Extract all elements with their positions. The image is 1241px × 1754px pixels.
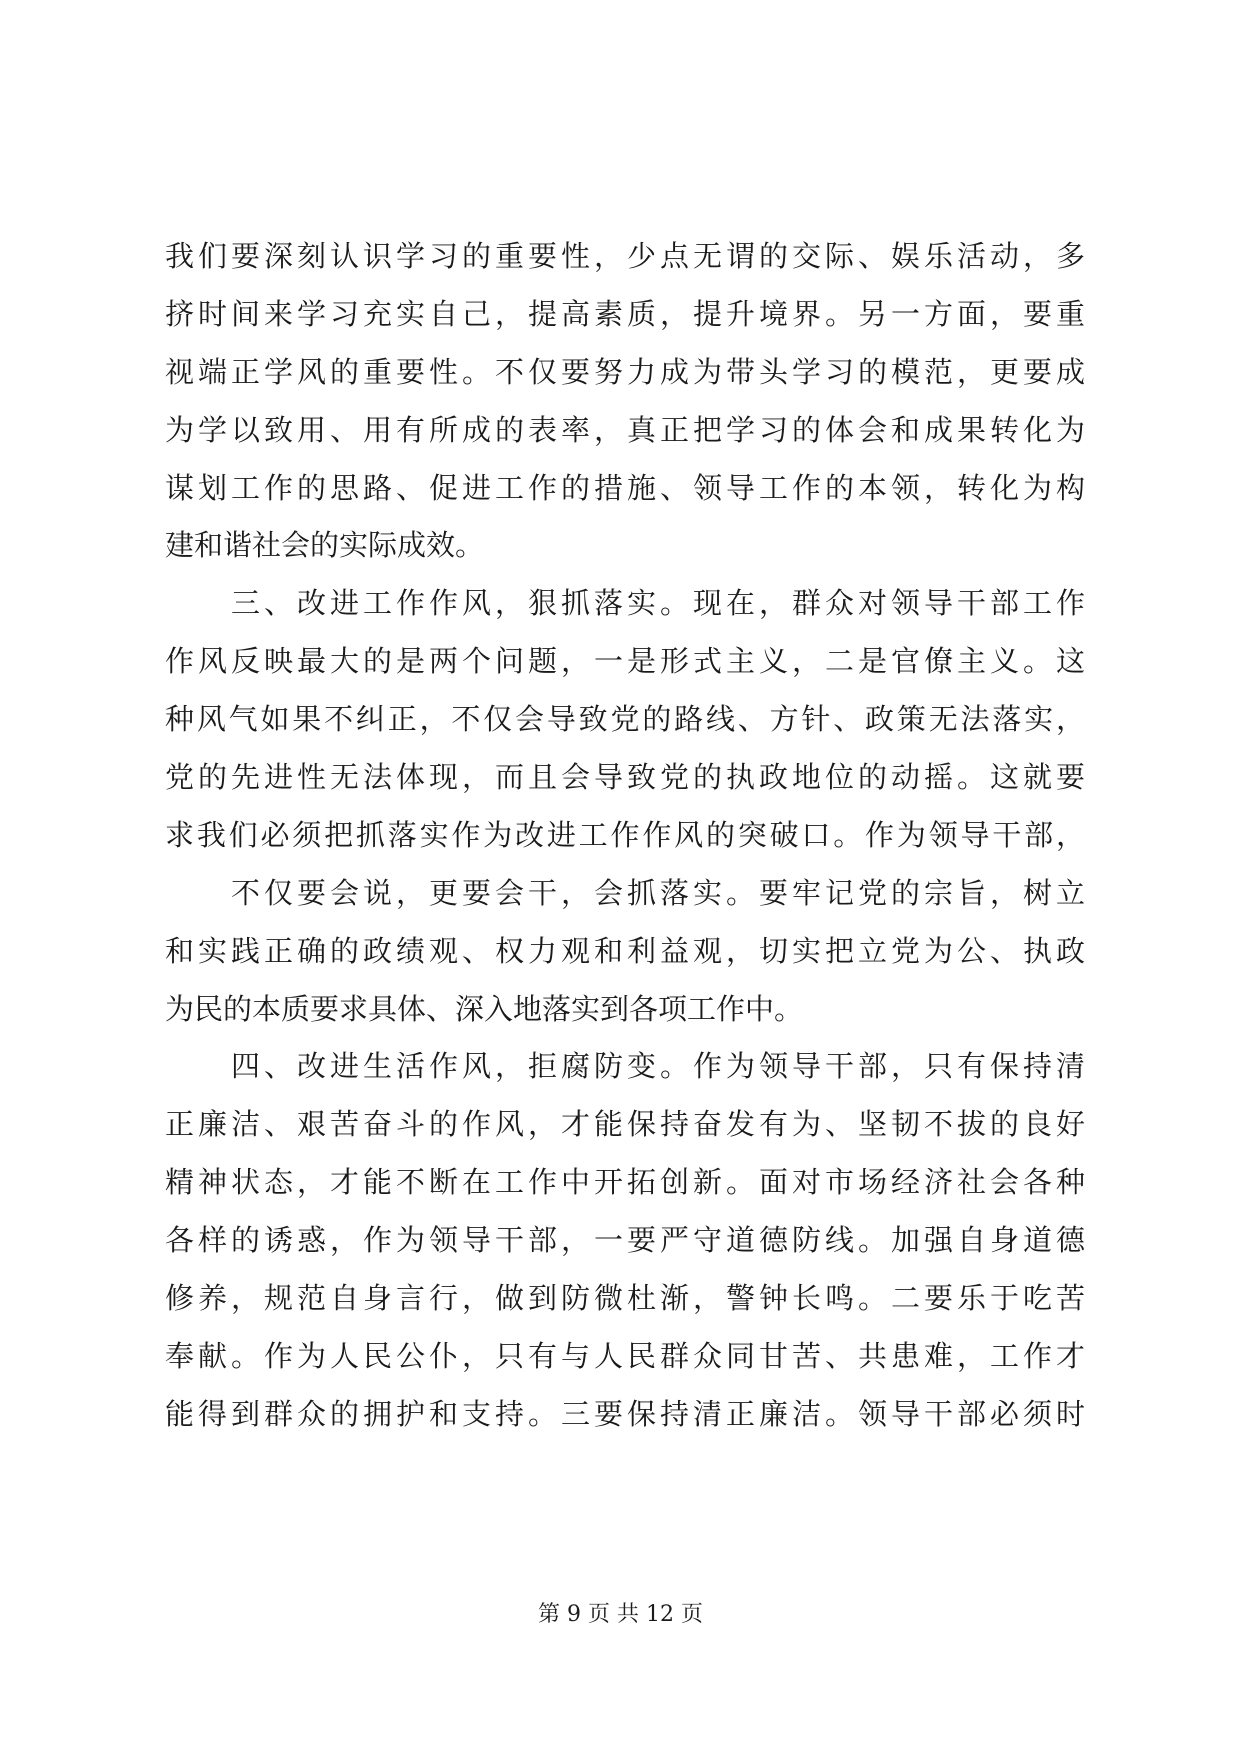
text-line: 求我们必须把抓落实作为改进工作作风的突破口。作为领导干部， xyxy=(165,817,1085,852)
document-body xyxy=(165,228,1085,1444)
text-line: 和实践正确的政绩观、权力观和利益观，切实把立党为公、执政 xyxy=(165,933,1085,968)
text-line: 视端正学风的重要性。不仅要努力成为带头学习的模范，更要成 xyxy=(165,354,1085,389)
text-line: 不仅要会说，更要会干，会抓落实。要牢记党的宗旨，树立 xyxy=(165,875,1085,910)
text-line: 谋划工作的思路、促进工作的措施、领导工作的本领，转化为构 xyxy=(165,470,1085,505)
text-line: 党的先进性无法体现，而且会导致党的执政地位的动摇。这就要 xyxy=(165,760,1085,795)
text-line: 建和谐社会的实际成效。 xyxy=(165,528,485,563)
text-line: 四、改进生活作风，拒腐防变。作为领导干部，只有保持清 xyxy=(165,1049,1085,1084)
text-line: 三、改进工作作风，狠抓落实。现在，群众对领导干部工作 xyxy=(165,586,1085,621)
text-line: 各样的诱惑，作为领导干部，一要严守道德防线。加强自身道德 xyxy=(165,1223,1085,1258)
text-line: 奉献。作为人民公仆，只有与人民群众同甘苦、共患难，工作才 xyxy=(165,1338,1085,1373)
text-line: 为民的本质要求具体、深入地落实到各项工作中。 xyxy=(165,991,804,1026)
text-line: 种风气如果不纠正，不仅会导致党的路线、方针、政策无法落实， xyxy=(165,702,1085,737)
text-line: 挤时间来学习充实自己，提高素质，提升境界。另一方面，要重 xyxy=(165,296,1085,331)
text-line: 作风反映最大的是两个问题，一是形式主义，二是官僚主义。这 xyxy=(165,644,1085,679)
page-number-footer: 第 9 页 共 12 页 xyxy=(538,1602,703,1627)
text-line: 修养，规范自身言行，做到防微杜渐，警钟长鸣。二要乐于吃苦 xyxy=(165,1281,1085,1316)
text-line: 精神状态，才能不断在工作中开拓创新。面对市场经济社会各种 xyxy=(165,1165,1085,1200)
text-line: 能得到群众的拥护和支持。三要保持清正廉洁。领导干部必须时 xyxy=(165,1396,1085,1431)
text-line: 为学以致用、用有所成的表率，真正把学习的体会和成果转化为 xyxy=(165,412,1085,447)
text-line: 我们要深刻认识学习的重要性，少点无谓的交际、娱乐活动，多 xyxy=(165,239,1085,273)
text-line: 正廉洁、艰苦奋斗的作风，才能保持奋发有为、坚韧不拔的良好 xyxy=(165,1107,1085,1142)
